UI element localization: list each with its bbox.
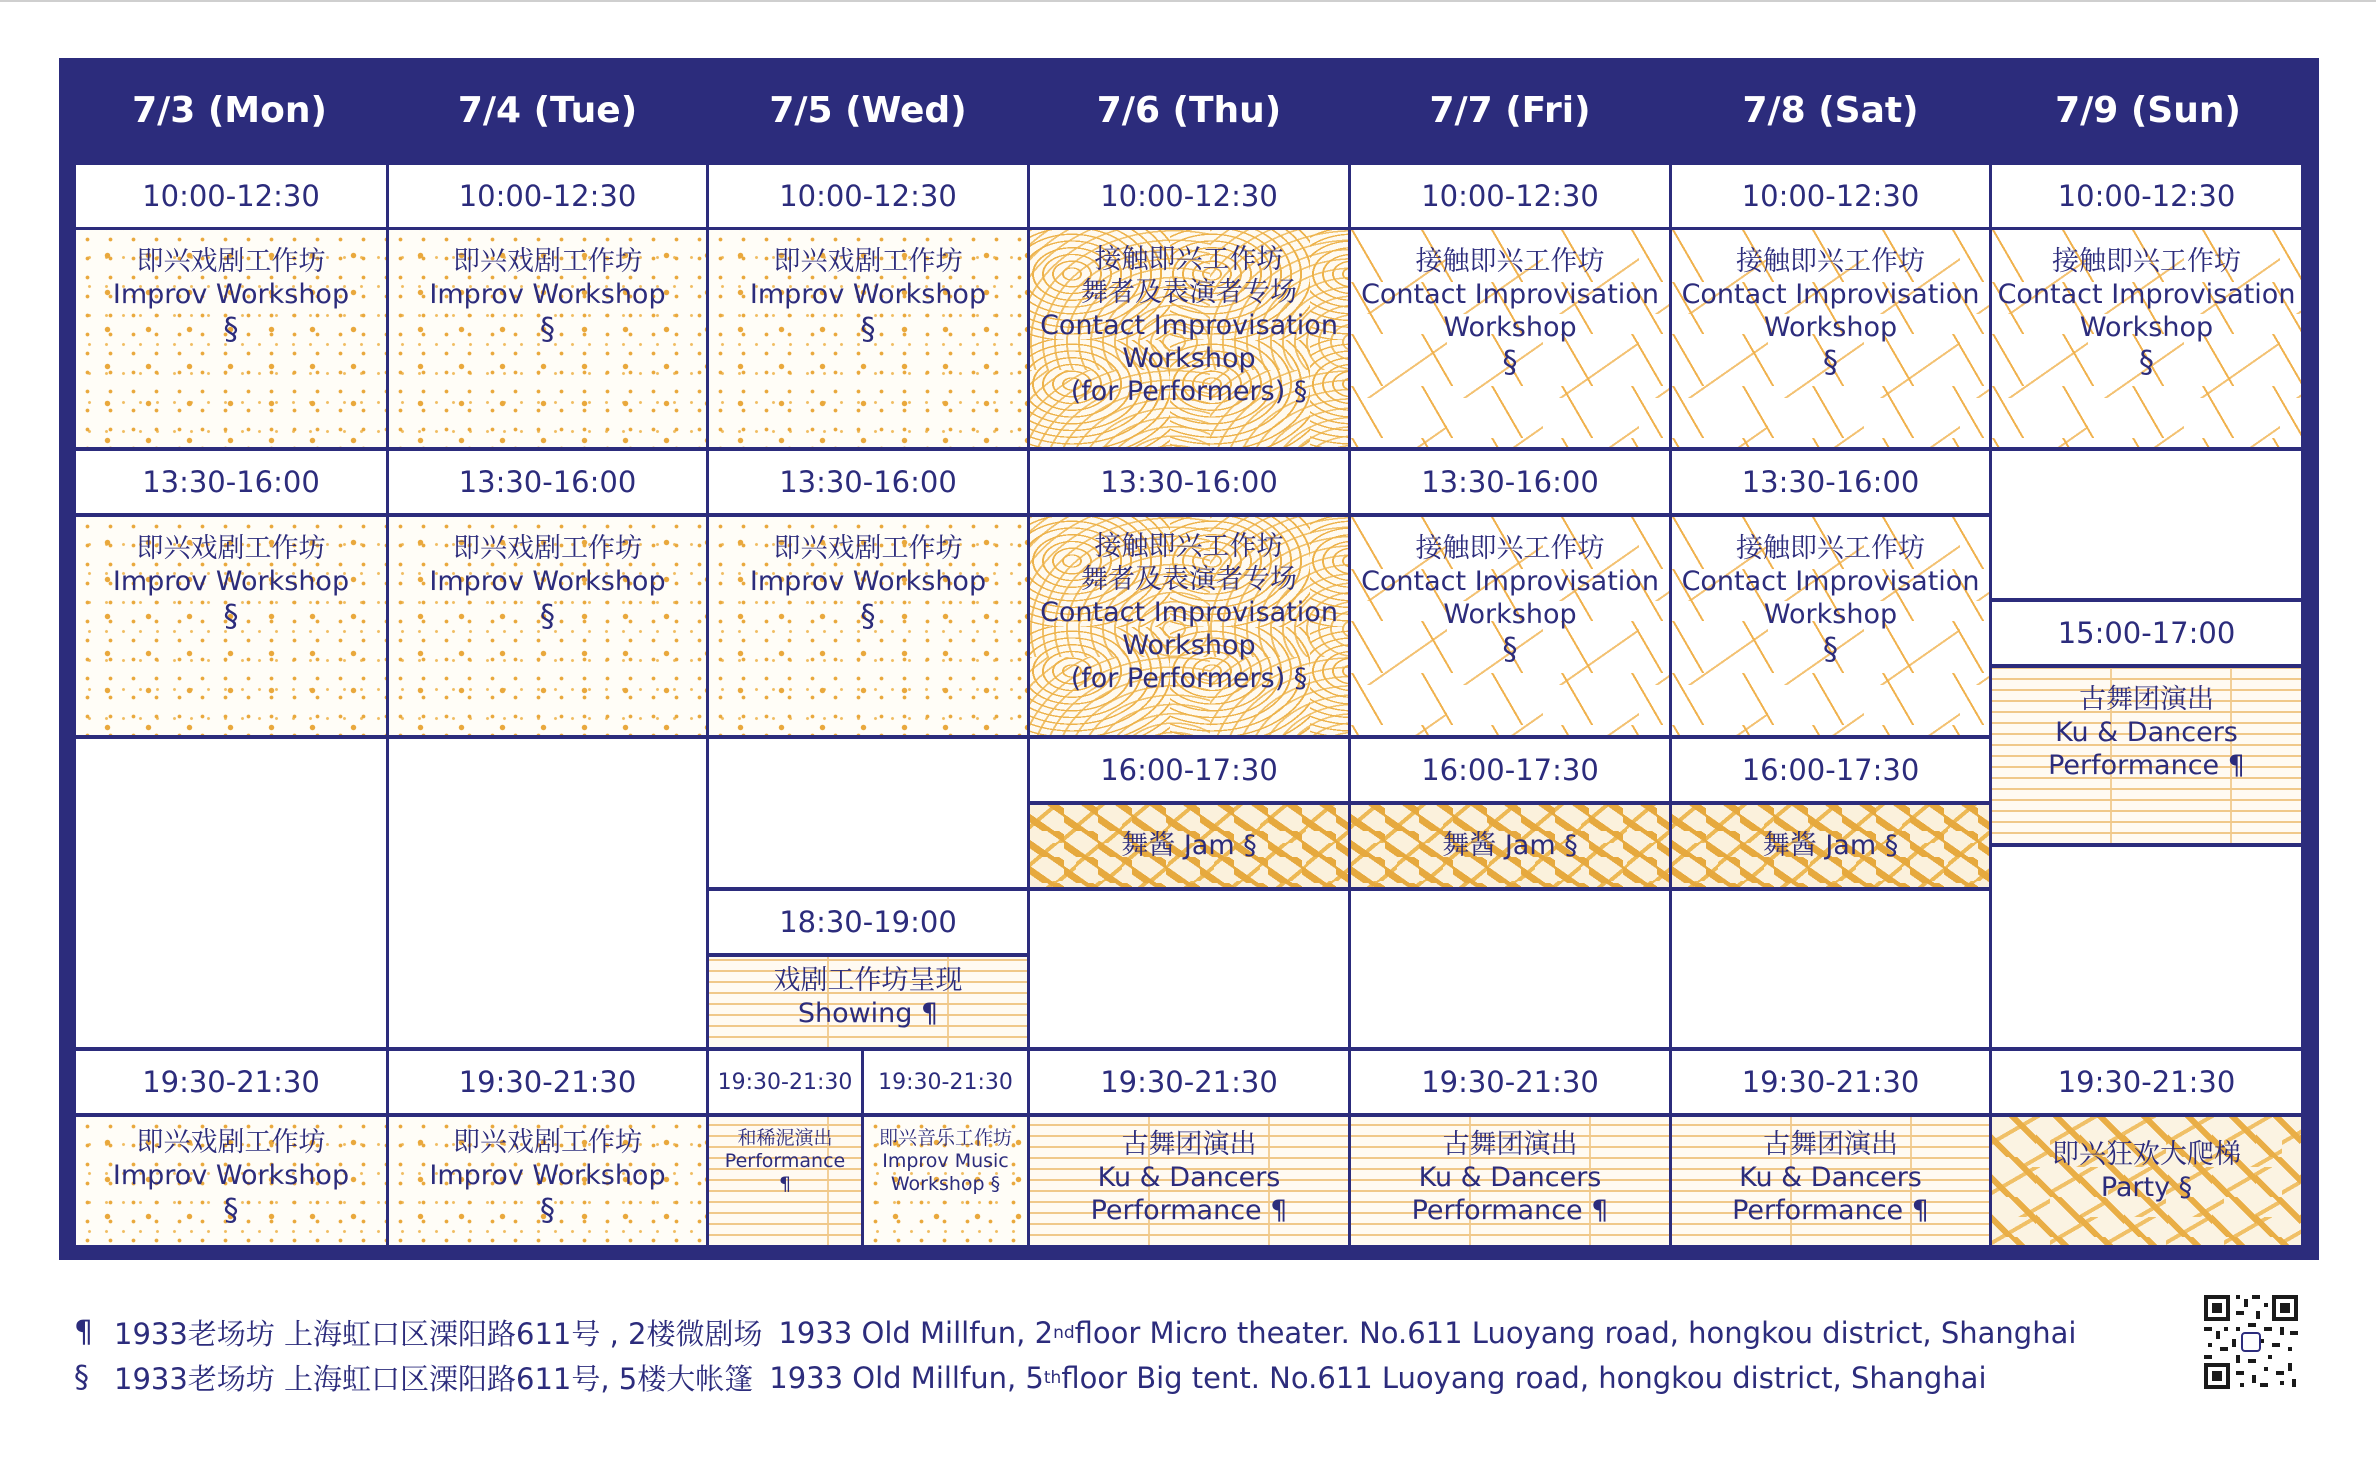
time-slot: 10:00-12:30 (709, 165, 1027, 227)
showing-event: 戏剧工作坊呈现 Showing ¶ (709, 957, 1027, 1047)
day-header-fri: 7/7 (Fri) (1429, 89, 1591, 131)
ku-dancers-performance-event: 古舞团演出 Ku & Dancers Performance ¶ (1030, 1117, 1348, 1245)
time-slot: 10:00-12:30 (1672, 165, 1989, 227)
time-slot: 10:00-12:30 (389, 165, 706, 227)
time-slot: 19:30-21:30 (389, 1051, 706, 1113)
contact-improv-event: 接触即兴工作坊 Contact Improvisation Workshop § (1672, 517, 1989, 735)
day-header-sat: 7/8 (Sat) (1742, 89, 1919, 131)
ku-dancers-performance-event: 古舞团演出 Ku & Dancers Performance ¶ (1672, 1117, 1989, 1245)
empty-slot (1992, 847, 2301, 1047)
time-slot: 13:30-16:00 (709, 451, 1027, 513)
time-slot: 15:00-17:00 (1992, 602, 2301, 664)
time-slot: 16:00-17:30 (1672, 739, 1989, 801)
qr-code-icon (2202, 1293, 2300, 1391)
time-slot: 16:00-17:30 (1030, 739, 1348, 801)
day-header-sun: 7/9 (Sun) (2055, 89, 2241, 131)
contact-improv-performers-event: 接触即兴工作坊 舞者及表演者专场 Contact Improvisation Workshop (for Performers) § (1030, 230, 1348, 447)
improv-music-workshop-event: 即兴音乐工作坊 Improv Music Workshop § (864, 1117, 1027, 1245)
hexini-performance-event: 和稀泥演出 Performance ¶ (709, 1117, 861, 1245)
party-event: 即兴狂欢大爬梯 Party § (1992, 1117, 2301, 1245)
ku-dancers-performance-event: 古舞团演出 Ku & Dancers Performance ¶ (1351, 1117, 1669, 1245)
time-slot: 10:00-12:30 (1351, 165, 1669, 227)
pilcrow-symbol: ¶ (74, 1315, 94, 1350)
time-slot: 19:30-21:30 (709, 1051, 861, 1113)
empty-slot (389, 739, 706, 1047)
empty-slot (76, 739, 386, 1047)
day-header-mon: 7/3 (Mon) (132, 89, 327, 131)
jam-event: 舞酱 Jam § (1351, 805, 1669, 887)
day-header-tue: 7/4 (Tue) (457, 89, 638, 131)
time-slot: 18:30-19:00 (709, 891, 1027, 953)
time-slot: 19:30-21:30 (1992, 1051, 2301, 1113)
legend-item-section: § 1933老场坊 上海虹口区溧阳路611号, 5楼大帐篷 1933 Old Millfun, 5 th floor Big tent. No.611 Luoyang road, hongkou district, Shanghai (74, 1360, 1987, 1396)
improv-workshop-event: 即兴戏剧工作坊 Improv Workshop § (389, 230, 706, 447)
top-divider (0, 0, 2376, 2)
time-slot: 10:00-12:30 (1030, 165, 1348, 227)
time-slot: 13:30-16:00 (1030, 451, 1348, 513)
improv-workshop-event: 即兴戏剧工作坊 Improv Workshop § (76, 230, 386, 447)
improv-workshop-event: 即兴戏剧工作坊 Improv Workshop § (389, 517, 706, 735)
contact-improv-performers-event: 接触即兴工作坊 舞者及表演者专场 Contact Improvisation Workshop (for Performers) § (1030, 517, 1348, 735)
time-slot: 13:30-16:00 (1351, 451, 1669, 513)
improv-workshop-event: 即兴戏剧工作坊 Improv Workshop § (76, 517, 386, 735)
improv-workshop-event: 即兴戏剧工作坊 Improv Workshop § (709, 517, 1027, 735)
improv-workshop-event: 即兴戏剧工作坊 Improv Workshop § (389, 1117, 706, 1245)
time-slot: 19:30-21:30 (1672, 1051, 1989, 1113)
time-slot: 10:00-12:30 (76, 165, 386, 227)
time-slot: 19:30-21:30 (1351, 1051, 1669, 1113)
contact-improv-event: 接触即兴工作坊 Contact Improvisation Workshop § (1672, 230, 1989, 447)
time-slot: 19:30-21:30 (864, 1051, 1027, 1113)
time-slot: 16:00-17:30 (1351, 739, 1669, 801)
contact-improv-event: 接触即兴工作坊 Contact Improvisation Workshop § (1351, 517, 1669, 735)
time-slot: 13:30-16:00 (389, 451, 706, 513)
time-slot: 13:30-16:00 (1672, 451, 1989, 513)
time-slot: 10:00-12:30 (1992, 165, 2301, 227)
ku-dancers-performance-event: 古舞团演出 Ku & Dancers Performance ¶ (1992, 668, 2301, 843)
day-header-thu: 7/6 (Thu) (1096, 89, 1282, 131)
empty-slot (1351, 891, 1669, 1047)
contact-improv-event: 接触即兴工作坊 Contact Improvisation Workshop § (1351, 230, 1669, 447)
time-slot: 19:30-21:30 (76, 1051, 386, 1113)
jam-event: 舞酱 Jam § (1672, 805, 1989, 887)
empty-slot (1030, 891, 1348, 1047)
empty-slot (1672, 891, 1989, 1047)
time-slot: 19:30-21:30 (1030, 1051, 1348, 1113)
contact-improv-event: 接触即兴工作坊 Contact Improvisation Workshop § (1992, 230, 2301, 447)
empty-slot (1992, 451, 2301, 598)
time-slot: 13:30-16:00 (76, 451, 386, 513)
day-header-wed: 7/5 (Wed) (769, 89, 967, 131)
empty-slot (709, 739, 1027, 887)
jam-event: 舞酱 Jam § (1030, 805, 1348, 887)
improv-workshop-event: 即兴戏剧工作坊 Improv Workshop § (709, 230, 1027, 447)
legend-item-pilcrow: ¶ 1933老场坊 上海虹口区溧阳路611号 , 2楼微剧场 1933 Old Millfun, 2 nd floor Micro theater. No.611 Luoyang road, hongkou district, Shanghai (74, 1315, 2077, 1351)
section-symbol: § (74, 1360, 89, 1395)
improv-workshop-event: 即兴戏剧工作坊 Improv Workshop § (76, 1117, 386, 1245)
